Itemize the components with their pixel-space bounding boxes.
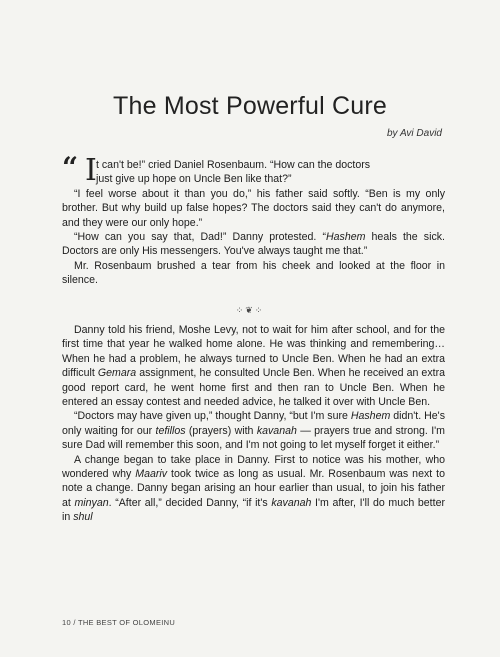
section-divider-ornament: ⁘❦⁘ bbox=[235, 305, 265, 315]
opening-quote-mark: “ bbox=[62, 151, 79, 184]
story-section-1 bbox=[62, 151, 445, 288]
paragraph: Danny told his friend, Moshe Levy, not to wait for him after school, and for the first time that year he walked home alone. He was thinking and remembering… When he had a problem, he always turned to Uncle Ben. When he had an extra difficult Gemara assignment, he consulted Uncle Ben. When he received an extra good report card, he went home first and then ran to Uncle Ben. When he entered an essay contest and needed advice, he talked it over with Uncle Ben. bbox=[62, 324, 445, 409]
story-section-2 bbox=[62, 323, 445, 525]
paragraph: “Doctors may have given up,” thought Danny, “but I'm sure Hashem didn't. He's only waiting for our tefillos (prayers) with kavanah — prayers true and strong. I'm sure Dad will remember this soon, and I'm not going to let myself forget it either.” bbox=[62, 410, 446, 452]
byline: by Avi David bbox=[386, 128, 442, 139]
page-title: The Most Powerful Cure bbox=[113, 92, 387, 120]
opening-line-1: t can't be!” cried Daniel Rosenbaum. “How can the doctors bbox=[96, 159, 371, 171]
paragraph: A change began to take place in Danny. First to notice was his mother, who wondered why Maariv took twice as long as usual. Mr. Rosenbaum was next to note a change. Danny began arising an hour earlier than usual, to join his father at minyan. “After all,” decided Danny, “if it's kavanah I'm after, I'll do much better in shul bbox=[62, 453, 445, 524]
page-footer: 10 / THE BEST OF OLOMEINU bbox=[62, 618, 176, 627]
paragraph: “How can you say that, Dad!” Danny protested. “Hashem heals the sick. Doctors are only His messengers. You've always taught me that.” bbox=[62, 231, 445, 258]
opening-line-2: just give up hope on Uncle Ben like that?” bbox=[96, 173, 292, 186]
paragraph: Mr. Rosenbaum brushed a tear from his cheek and looked at the floor in silence. bbox=[62, 259, 445, 287]
paragraph: “I feel worse about it than you do,” his father said softly. “Ben is my only brother. But why build up false hopes? The doctors said they can't do anymore, and they were our only hope.” bbox=[62, 187, 445, 229]
drop-cap: I bbox=[85, 153, 97, 188]
opening-paragraph bbox=[62, 151, 445, 188]
